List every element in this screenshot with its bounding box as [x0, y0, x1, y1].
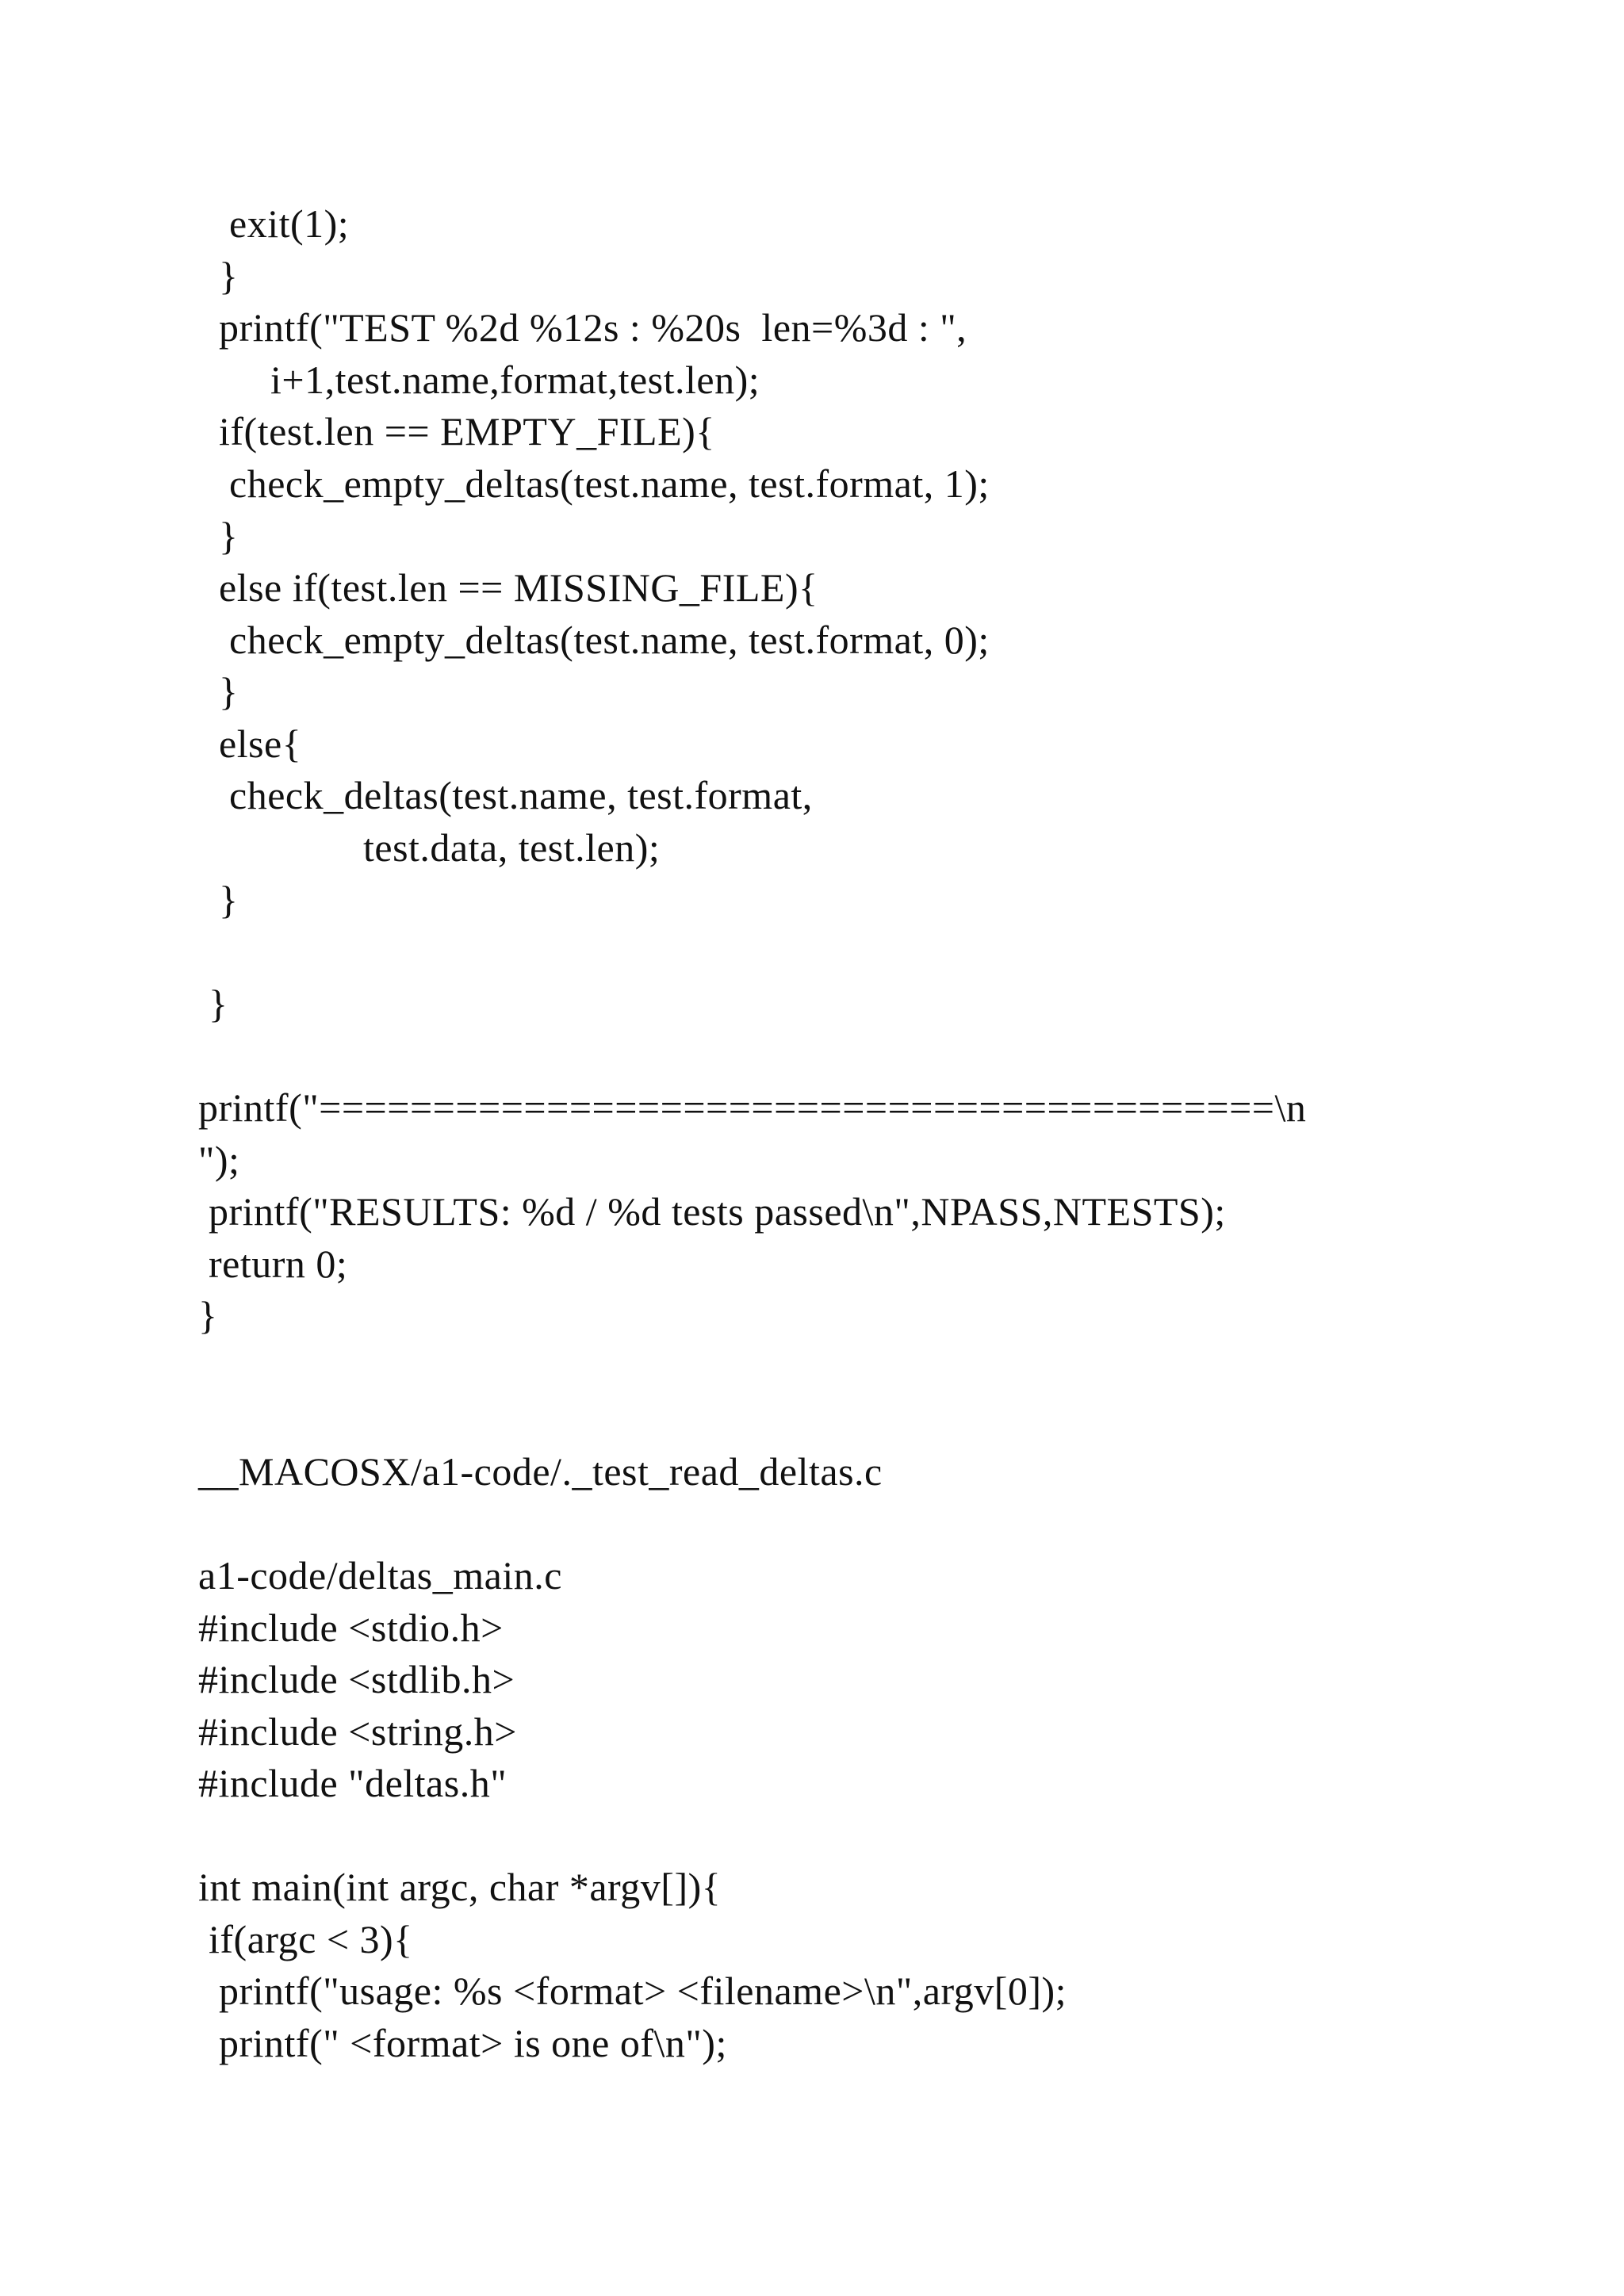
- code-line: int main(int argc, char *argv[]){: [198, 1865, 722, 1909]
- file-path-heading: a1-code/deltas_main.c: [198, 1553, 562, 1598]
- code-line: }: [198, 254, 239, 298]
- code-line: #include <string.h>: [198, 1709, 517, 1754]
- code-line: printf("TEST %2d %12s : %20s len=%3d : ",: [198, 305, 967, 350]
- code-line: }: [198, 878, 239, 922]
- code-line: else if(test.len == MISSING_FILE){: [198, 565, 818, 610]
- code-line: }: [198, 669, 239, 714]
- code-line: #include <stdlib.h>: [198, 1657, 515, 1701]
- code-line: if(argc < 3){: [198, 1917, 413, 1961]
- code-line: ");: [198, 1138, 240, 1182]
- code-line: printf("usage: %s <format> <filename>\n",argv[0]);: [198, 1969, 1067, 2013]
- code-line: #include "deltas.h": [198, 1761, 508, 1805]
- file-path-heading: __MACOSX/a1-code/._test_read_deltas.c: [198, 1449, 883, 1494]
- code-line: else{: [198, 721, 302, 766]
- code-line: check_empty_deltas(test.name, test.format, 1);: [198, 461, 990, 506]
- code-line: }: [198, 514, 239, 558]
- code-line: test.data, test.len);: [198, 825, 661, 870]
- code-line: printf("RESULTS: %d / %d tests passed\n",NPASS,NTESTS);: [198, 1189, 1226, 1234]
- code-line: return 0;: [198, 1242, 348, 1286]
- code-line: }: [198, 1293, 218, 1337]
- code-line: printf("==========================================\n: [198, 1085, 1307, 1130]
- code-line: exit(1);: [198, 201, 350, 246]
- code-line: printf(" <format> is one of\n");: [198, 2021, 727, 2065]
- code-line: #include <stdio.h>: [198, 1605, 504, 1650]
- code-line: check_deltas(test.name, test.format,: [198, 773, 813, 817]
- code-line: }: [198, 982, 228, 1026]
- code-line: i+1,test.name,format,test.len);: [198, 358, 760, 402]
- code-line: check_empty_deltas(test.name, test.format, 0);: [198, 618, 990, 662]
- code-line: if(test.len == EMPTY_FILE){: [198, 409, 715, 453]
